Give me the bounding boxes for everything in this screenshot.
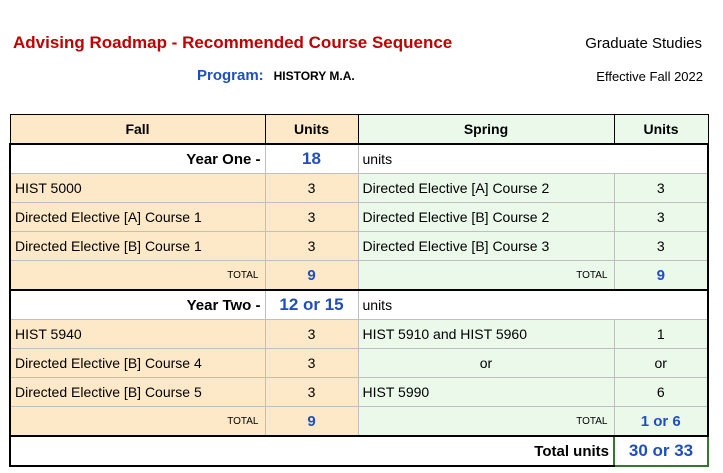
spring-course: or bbox=[358, 349, 614, 378]
fall-course: Directed Elective [B] Course 4 bbox=[10, 349, 265, 378]
spring-course: HIST 5990 bbox=[358, 378, 614, 407]
fall-course: HIST 5940 bbox=[10, 320, 265, 349]
table-row bbox=[10, 378, 708, 407]
spring-units: 3 bbox=[614, 203, 708, 232]
fall-units: 3 bbox=[265, 174, 358, 203]
col-fall-header: Fall bbox=[10, 115, 265, 145]
fall-units: 3 bbox=[265, 320, 358, 349]
fall-units: 3 bbox=[265, 349, 358, 378]
spring-course: Directed Elective [A] Course 2 bbox=[358, 174, 614, 203]
fall-units: 3 bbox=[265, 203, 358, 232]
year-two-label: Year Two - bbox=[10, 290, 265, 320]
year-one-units: 18 bbox=[265, 144, 358, 174]
fall-units: 3 bbox=[265, 232, 358, 261]
fall-total-value: 9 bbox=[265, 261, 358, 291]
spring-units: 6 bbox=[614, 378, 708, 407]
spring-total-label: TOTAL bbox=[358, 261, 614, 291]
table-row bbox=[10, 320, 708, 349]
spring-units: 3 bbox=[614, 174, 708, 203]
total-units-label: Total units bbox=[10, 436, 614, 466]
spring-total-value: 9 bbox=[614, 261, 708, 291]
spring-total-value: 1 or 6 bbox=[614, 407, 708, 437]
fall-course: HIST 5000 bbox=[10, 174, 265, 203]
spring-units: 3 bbox=[614, 232, 708, 261]
spring-course: Directed Elective [B] Course 3 bbox=[358, 232, 614, 261]
year-one-units-word: units bbox=[358, 144, 708, 174]
spring-total-label: TOTAL bbox=[358, 407, 614, 437]
fall-units: 3 bbox=[265, 378, 358, 407]
department-label: Graduate Studies bbox=[585, 35, 702, 52]
page-title: Advising Roadmap - Recommended Course Sequence bbox=[13, 33, 453, 52]
table-row bbox=[10, 349, 708, 378]
program-value: HISTORY M.A. bbox=[273, 69, 355, 83]
spring-units: or bbox=[614, 349, 708, 378]
course-sequence-table bbox=[9, 114, 709, 467]
fall-course: Directed Elective [B] Course 5 bbox=[10, 378, 265, 407]
table-row bbox=[10, 232, 708, 261]
col-units-header: Units bbox=[265, 115, 358, 145]
fall-course: Directed Elective [B] Course 1 bbox=[10, 232, 265, 261]
spring-course: Directed Elective [B] Course 2 bbox=[358, 203, 614, 232]
total-units-value: 30 or 33 bbox=[614, 436, 708, 466]
fall-course: Directed Elective [A] Course 1 bbox=[10, 203, 265, 232]
col-spring-header: Spring bbox=[358, 115, 614, 145]
program-line bbox=[197, 67, 355, 84]
year-one-label: Year One - bbox=[10, 144, 265, 174]
year-two-units-word: units bbox=[358, 290, 708, 320]
fall-total-label: TOTAL bbox=[10, 407, 265, 437]
effective-date: Effective Fall 2022 bbox=[596, 69, 703, 84]
table-row bbox=[10, 174, 708, 203]
spring-units: 1 bbox=[614, 320, 708, 349]
fall-total-value: 9 bbox=[265, 407, 358, 437]
fall-total-label: TOTAL bbox=[10, 261, 265, 291]
col-units-header: Units bbox=[614, 115, 708, 145]
spring-course: HIST 5910 and HIST 5960 bbox=[358, 320, 614, 349]
program-label: Program: bbox=[197, 67, 264, 84]
year-two-units: 12 or 15 bbox=[265, 290, 358, 320]
table-row bbox=[10, 203, 708, 232]
